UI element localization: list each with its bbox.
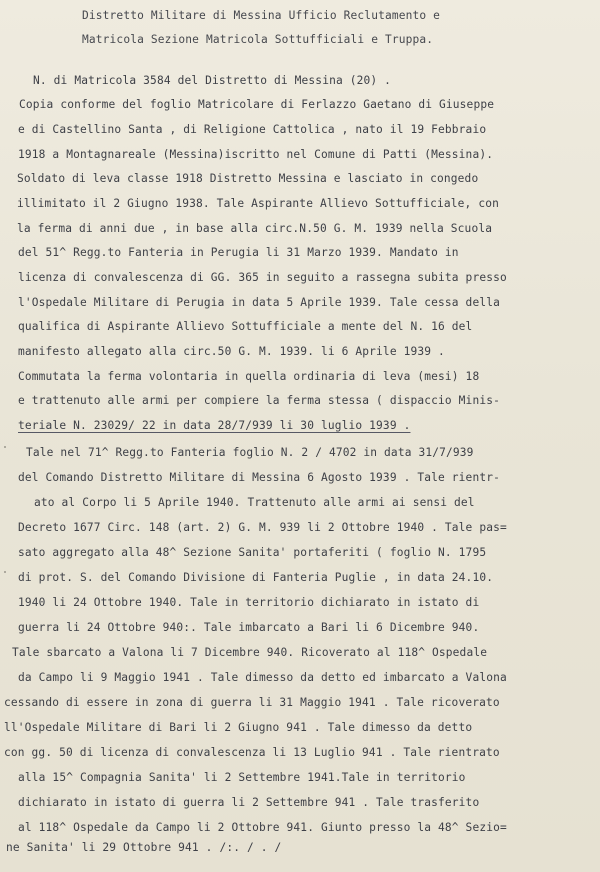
- text-line: ne Sanita' li 29 Ottobre 941 . /:. / . /: [6, 841, 282, 854]
- text-line: l'Ospedale Militare di Perugia in data 5 Aprile 1939. Tale cessa della: [18, 296, 500, 309]
- text-line: sato aggregato alla 48^ Sezione Sanita' portaferiti ( foglio N. 1795: [18, 546, 487, 559]
- text-line: qualifica di Aspirante Allievo Sottufficiale a mente del N. 16 del: [18, 320, 473, 333]
- text-line: e trattenuto alle armi per compiere la ferma stessa ( dispaccio Minis-: [18, 394, 500, 407]
- text-line: 1918 a Montagnareale (Messina)iscritto nel Comune di Patti (Messina).: [18, 148, 494, 161]
- text-line: Tale sbarcato a Valona li 7 Dicembre 940. Ricoverato al 118^ Ospedale: [12, 646, 488, 659]
- text-line: manifesto allegato alla circ.50 G. M. 1939. li 6 Aprile 1939 .: [18, 345, 445, 358]
- text-line: ll'Ospedale Militare di Bari li 2 Giugno 941 . Tale dimesso da detto: [4, 721, 473, 734]
- text-line: Copia conforme del foglio Matricolare di Ferlazzo Gaetano di Giuseppe: [19, 98, 495, 111]
- text-line: 1940 li 24 Ottobre 1940. Tale in territorio dichiarato in istato di: [18, 596, 480, 609]
- text-line: guerra li 24 Ottobre 940:. Tale imbarcato a Bari li 6 Dicembre 940.: [18, 621, 480, 634]
- text-line: la ferma di anni due , in base alla circ.N.50 G. M. 1939 nella Scuola: [17, 222, 493, 235]
- text-line: Tale nel 71^ Regg.to Fanteria foglio N. 2 / 4702 in data 31/7/939: [26, 446, 474, 459]
- text-line: del 51^ Regg.to Fanteria in Perugia li 31 Marzo 1939. Mandato in: [18, 246, 459, 259]
- text-line: licenza di convalescenza di GG. 365 in seguito a rassegna subita presso: [18, 271, 507, 284]
- text-line: Soldato di leva classe 1918 Distretto Messina e lasciato in congedo: [17, 172, 479, 185]
- text-line: Commutata la ferma volontaria in quella ordinaria di leva (mesi) 18: [18, 370, 480, 383]
- text-line: al 118^ Ospedale da Campo li 2 Ottobre 941. Giunto presso la 48^ Sezio=: [18, 821, 507, 834]
- text-line: da Campo li 9 Maggio 1941 . Tale dimesso da detto ed imbarcato a Valona: [18, 671, 507, 684]
- text-line: e di Castellino Santa , di Religione Cattolica , nato il 19 Febbraio: [18, 123, 487, 136]
- text-line: Decreto 1677 Circ. 148 (art. 2) G. M. 939 li 2 Ottobre 1940 . Tale pas=: [18, 521, 507, 534]
- text-line: dichiarato in istato di guerra li 2 Settembre 941 . Tale trasferito: [18, 796, 480, 809]
- text-line: teriale N. 23029/ 22 in data 28/7/939 li 30 luglio 1939 .: [18, 419, 411, 432]
- text-line: alla 15^ Compagnia Sanita' li 2 Settembre 1941.Tale in territorio: [18, 771, 466, 784]
- text-line: di prot. S. del Comando Divisione di Fanteria Puglie , in data 24.10.: [18, 571, 494, 584]
- text-line: N. di Matricola 3584 del Distretto di Messina (20) .: [33, 74, 392, 87]
- text-line: del Comando Distretto Militare di Messina 6 Agosto 1939 . Tale rientr-: [18, 471, 500, 484]
- text-line: con gg. 50 di licenza di convalescenza li 13 Luglio 941 . Tale rientrato: [4, 746, 500, 759]
- heading-line-2: Matricola Sezione Matricola Sottufficiali e Truppa.: [82, 33, 434, 46]
- heading-line-1: Distretto Militare di Messina Ufficio Reclutamento e: [82, 9, 441, 22]
- text-line: ato al Corpo li 5 Aprile 1940. Trattenuto alle armi ai sensi del: [34, 496, 475, 509]
- text-line: cessando di essere in zona di guerra li 31 Maggio 1941 . Tale ricoverato: [4, 696, 500, 709]
- margin-mark: [4, 571, 6, 573]
- text-line: illimitato il 2 Giugno 1938. Tale Aspirante Allievo Sottufficiale, con: [17, 197, 499, 210]
- margin-mark: [4, 446, 6, 448]
